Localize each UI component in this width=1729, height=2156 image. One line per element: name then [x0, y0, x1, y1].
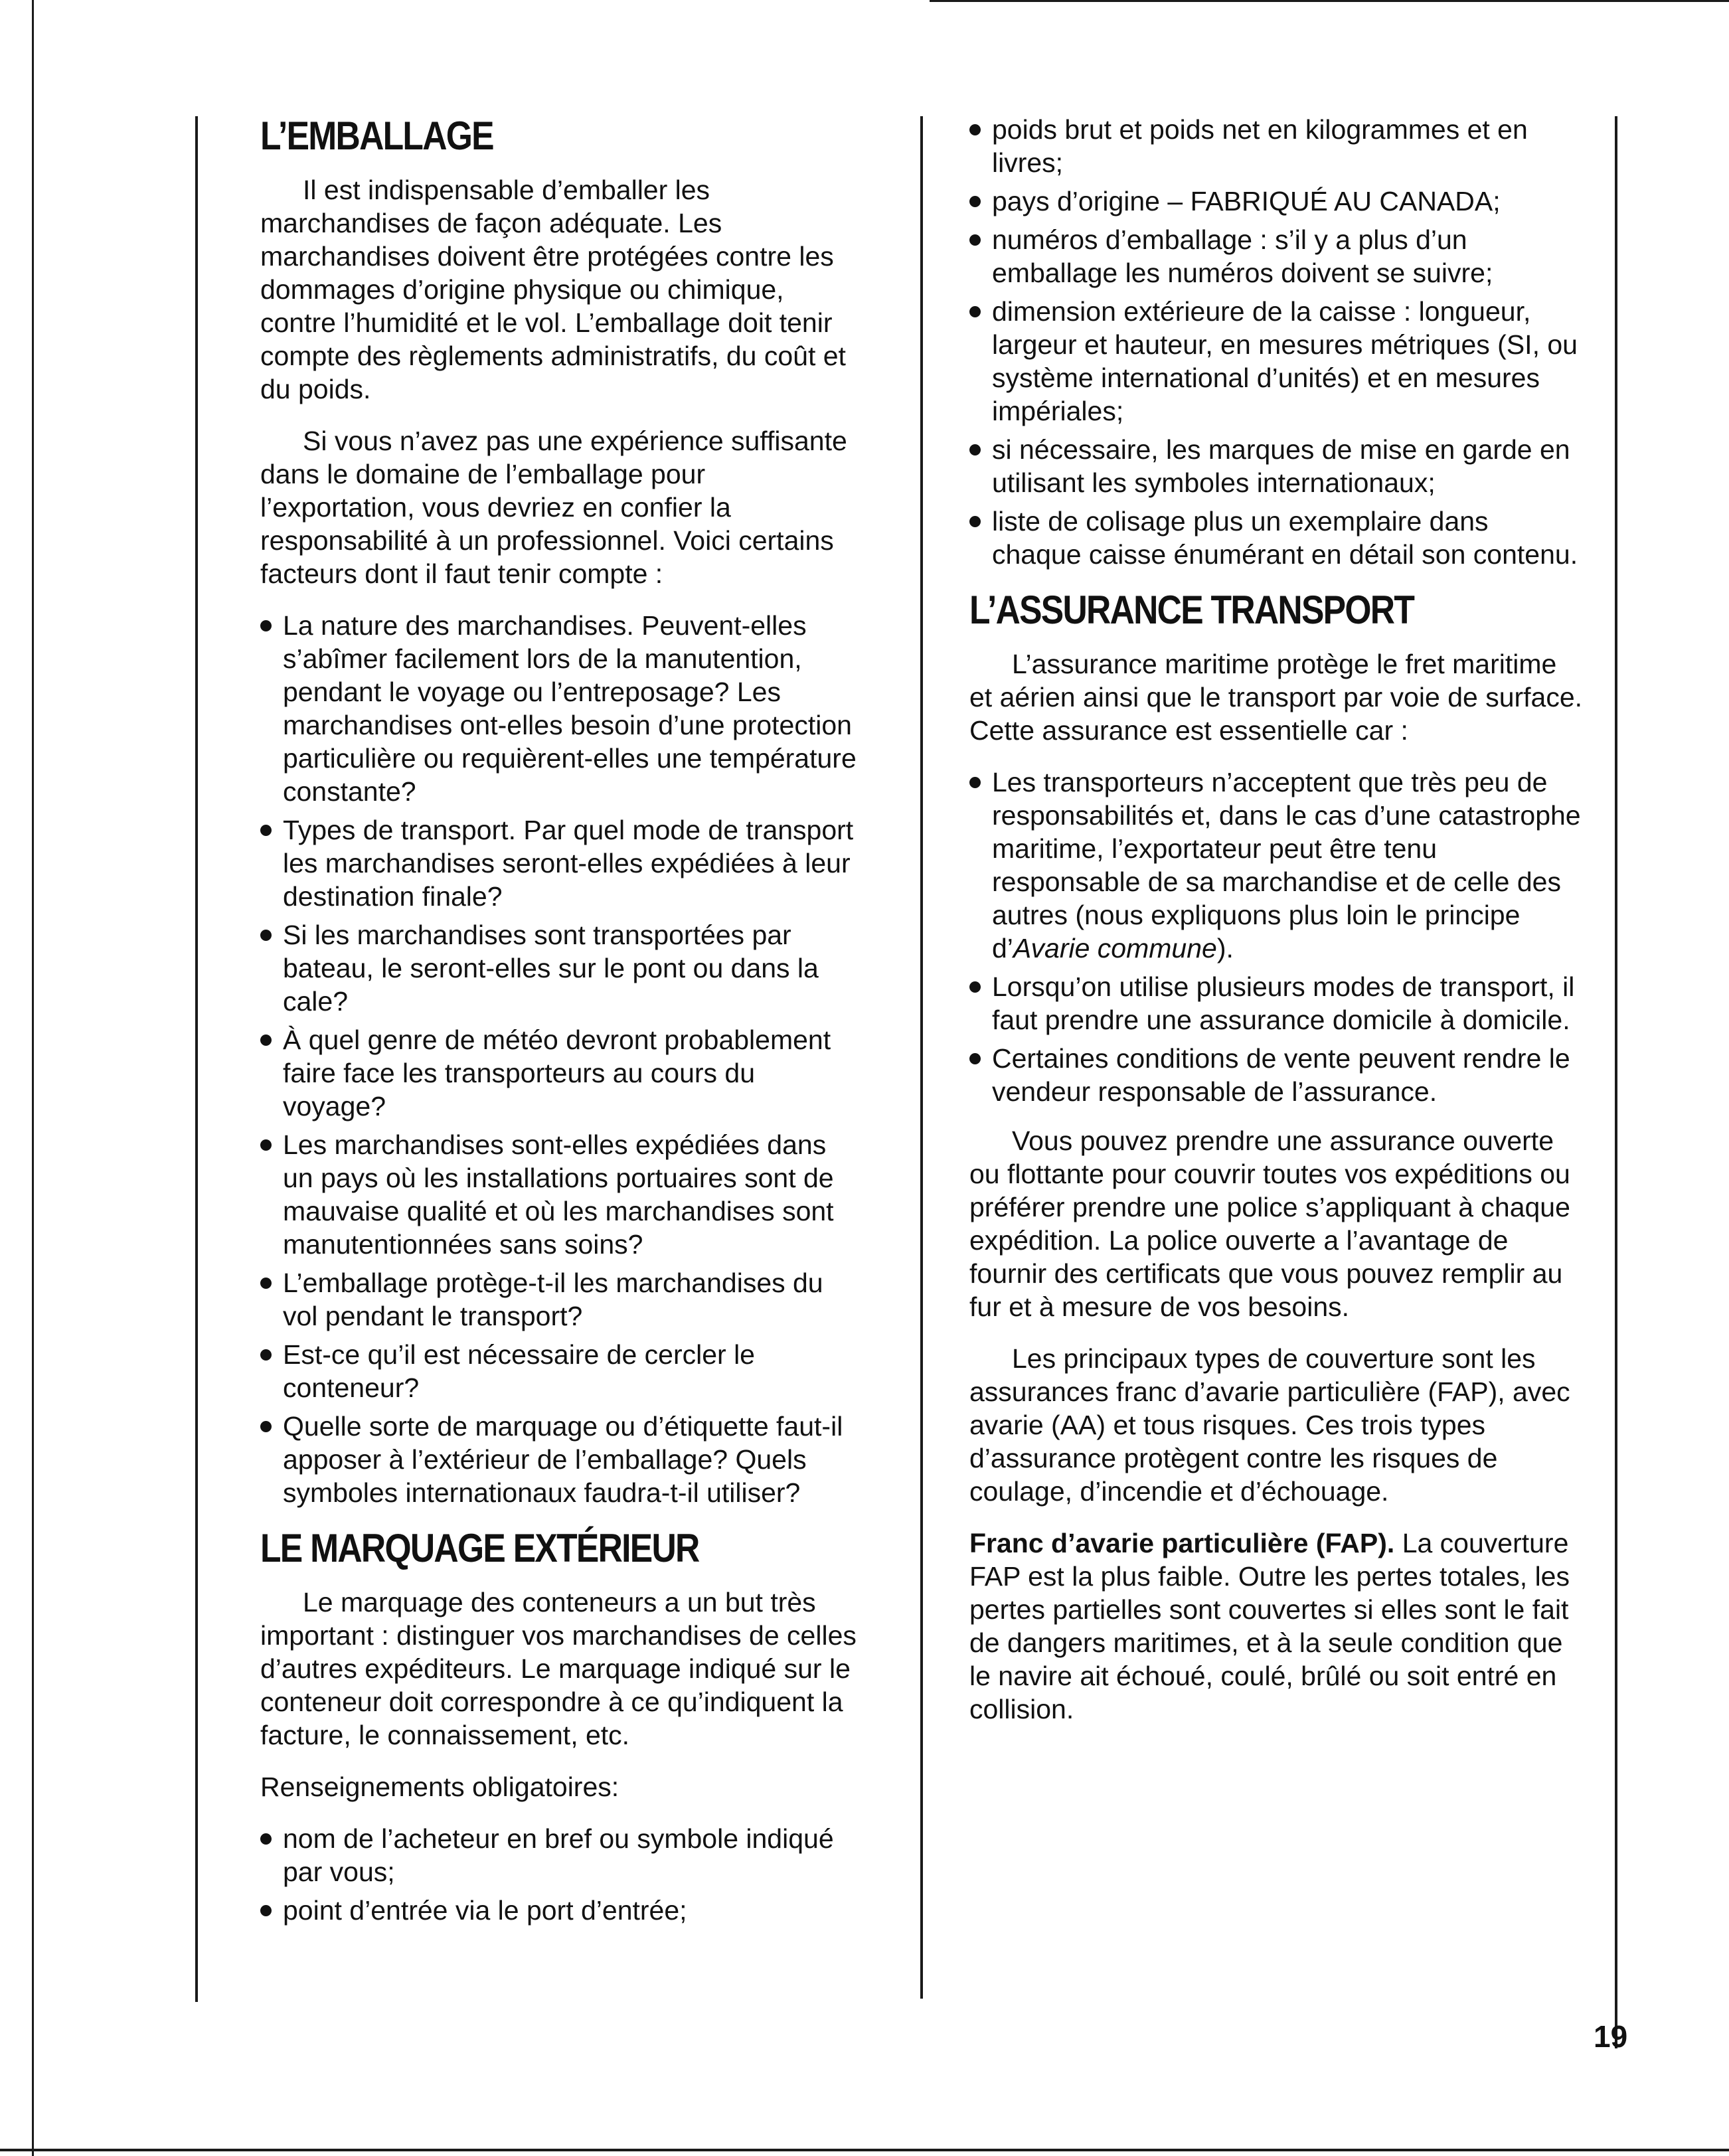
list-item-text: nom de l’acheteur en bref ou symbole indiqué par vous;: [283, 1823, 834, 1887]
list-item-text: Certaines conditions de vente peuvent rendre le vendeur responsable de l’assurance.: [992, 1043, 1570, 1107]
bullet-icon: [260, 1278, 272, 1289]
list-item: [260, 1023, 858, 1123]
bullet-icon: [969, 516, 981, 527]
scan-edge-top: [930, 0, 1729, 2]
bullet-icon: [260, 1833, 272, 1845]
list-item-text: L’emballage protège-t-il les marchandises du vol pendant le transport?: [283, 1268, 823, 1331]
list-item: [969, 113, 1584, 179]
list-item: [260, 918, 858, 1018]
list-item-italic-term: Avarie commune: [1013, 933, 1217, 963]
bullet-icon: [969, 124, 981, 135]
bullet-icon: [260, 1035, 272, 1046]
heading-emballage: L’EMBALLAGE: [260, 114, 493, 158]
list-item-text: poids brut et poids net en kilogrammes et en livres;: [992, 114, 1528, 178]
list-item-text: dimension extérieure de la caisse : longueur, largeur et hauteur, en mesures métriques (SI, ou système international d’unités) et en mesures impériales;: [992, 296, 1578, 426]
bullet-icon: [260, 1421, 272, 1432]
list-item-text: point d’entrée via le port d’entrée;: [283, 1895, 687, 1926]
list-item: [969, 766, 1584, 965]
right-column-rule: [1615, 116, 1617, 2048]
bullet-icon: [969, 1053, 981, 1064]
list-item: [260, 813, 858, 913]
page-number: 19: [1594, 2019, 1628, 2054]
bullet-icon: [969, 981, 981, 993]
list-item: [260, 609, 858, 808]
heading-assurance: L’ASSURANCE TRANSPORT: [969, 588, 1414, 632]
list-item-text: Quelle sorte de marquage ou d’étiquette faut-il apposer à l’extérieur de l’emballage? Quels symboles internationaux faudra-t-il utiliser?: [283, 1411, 843, 1508]
bullet-list-marquage: [260, 1822, 858, 1927]
section-marquage: [260, 1525, 858, 1927]
bullet-list-assurance: [969, 766, 1584, 1108]
list-item-text: numéros d’emballage : s’il y a plus d’un emballage les numéros doivent se suivre;: [992, 224, 1493, 288]
bullet-icon: [260, 1905, 272, 1916]
heading-marquage: LE MARQUAGE EXTÉRIEUR: [260, 1526, 699, 1570]
scan-edge-left: [32, 0, 34, 2156]
bullet-icon: [969, 234, 981, 246]
paragraph-required-info: Renseignements obligatoires:: [260, 1772, 619, 1802]
list-item: [969, 185, 1584, 218]
bullet-list-emballage: [260, 609, 858, 1509]
paragraph: Les principaux types de couverture sont les assurances franc d’avarie particulière (FAP), avec avarie (AA) et tous risques. Ces trois types d’assurance protègent contre les risques de coulage, d’incendie et d’échouage.: [969, 1343, 1570, 1507]
bullet-list-marquage-continued: [969, 113, 1584, 571]
bullet-icon: [969, 196, 981, 207]
list-item-text: À quel genre de météo devront probablement faire face les transporteurs au cours du voyage?: [283, 1025, 831, 1121]
section-emballage: [260, 113, 858, 1509]
bullet-icon: [969, 777, 981, 788]
list-item-text: si nécessaire, les marques de mise en garde en utilisant les symboles internationaux;: [992, 434, 1570, 498]
center-column-rule: [920, 116, 923, 1999]
fap-text: La couverture FAP est la plus faible. Outre les pertes totales, les pertes partielles sont couvertes si elles sont le fait de dangers maritimes, et à la seule condition que le navire ait échoué, coulé, brûlé ou soit entré en collision.: [969, 1528, 1570, 1724]
section-assurance: [969, 587, 1584, 1726]
list-item: [260, 1338, 858, 1404]
list-item-text: Si les marchandises sont transportées par bateau, le seront-elles sur le pont ou dans la cale?: [283, 920, 819, 1017]
paragraph: Il est indispensable d’emballer les marchandises de façon adéquate. Les marchandises doivent être protégées contre les dommages d’origine physique ou chimique, contre l’humidité et le vol. L’emballage doit tenir compte des règlements administratifs, du coût et du poids.: [260, 175, 846, 404]
left-column-rule: [195, 116, 198, 2002]
bullet-icon: [260, 930, 272, 941]
paragraph-fap: [969, 1527, 1584, 1726]
list-item: [969, 970, 1584, 1037]
bullet-icon: [260, 620, 272, 631]
paragraph: L’assurance maritime protège le fret maritime et aérien ainsi que le transport par voie de surface. Cette assurance est essentielle car :: [969, 649, 1583, 746]
list-item: [969, 433, 1584, 499]
left-column: [260, 113, 858, 1943]
list-item: [969, 223, 1584, 290]
list-item-text: Types de transport. Par quel mode de transport les marchandises seront-elles expédiées à leur destination finale?: [283, 815, 854, 912]
bullet-icon: [260, 1349, 272, 1361]
paragraph: Vous pouvez prendre une assurance ouverte ou flottante pour couvrir toutes vos expéditions ou préférer prendre une police s’appliquant à chaque expédition. La police ouverte a l’avantage de fournir des certificats que vous pouvez remplir au fur et à mesure de vos besoins.: [969, 1125, 1570, 1322]
list-item-text: liste de colisage plus un exemplaire dans chaque caisse énumérant en détail son contenu.: [992, 506, 1578, 570]
list-item-text-end: ).: [1216, 933, 1234, 963]
list-item: [260, 1822, 858, 1888]
scan-edge-bottom: [0, 2149, 1729, 2151]
list-item-text-start: Les transporteurs n’acceptent que très peu de responsabilités et, dans le cas d’une catastrophe maritime, l’exportateur peut être tenu responsable de sa marchandise et de celle des autres (nous expliquons plus loin le principe d’: [992, 767, 1581, 963]
list-item-text: Est-ce qu’il est nécessaire de cercler le conteneur?: [283, 1339, 755, 1403]
bullet-icon: [260, 1139, 272, 1151]
paragraph: Le marquage des conteneurs a un but très important : distinguer vos marchandises de celles d’autres expéditeurs. Le marquage indiqué sur le conteneur doit correspondre à ce qu’indiquent la facture, le connaissement, etc.: [260, 1587, 857, 1750]
fap-run-in-heading: Franc d’avarie particulière (FAP).: [969, 1528, 1395, 1558]
list-item: [260, 1410, 858, 1509]
right-column: [969, 113, 1584, 1744]
bullet-icon: [969, 444, 981, 456]
list-item-text: pays d’origine – FABRIQUÉ AU CANADA;: [992, 186, 1501, 216]
list-item-text: Les marchandises sont-elles expédiées dans un pays où les installations portuaires sont de mauvaise qualité et où les marchandises sont manutentionnées sans soins?: [283, 1129, 834, 1260]
bullet-icon: [260, 825, 272, 836]
list-item: [969, 295, 1584, 428]
list-item: [969, 1042, 1584, 1108]
bullet-icon: [969, 306, 981, 317]
list-item: [260, 1894, 858, 1927]
list-item: [260, 1266, 858, 1333]
list-item-text: La nature des marchandises. Peuvent-elles s’abîmer facilement lors de la manutention, pendant le voyage ou l’entreposage? Les marchandises ont-elles besoin d’une protection particulière ou requièrent-elles une température constante?: [283, 610, 857, 807]
list-item-text: Lorsqu’on utilise plusieurs modes de transport, il faut prendre une assurance domicile à domicile.: [992, 971, 1575, 1035]
list-item: [260, 1128, 858, 1261]
paragraph: Si vous n’avez pas une expérience suffisante dans le domaine de l’emballage pour l’exportation, vous devriez en confier la responsabilité à un professionnel. Voici certains facteurs dont il faut tenir compte :: [260, 426, 847, 589]
list-item: [969, 505, 1584, 571]
